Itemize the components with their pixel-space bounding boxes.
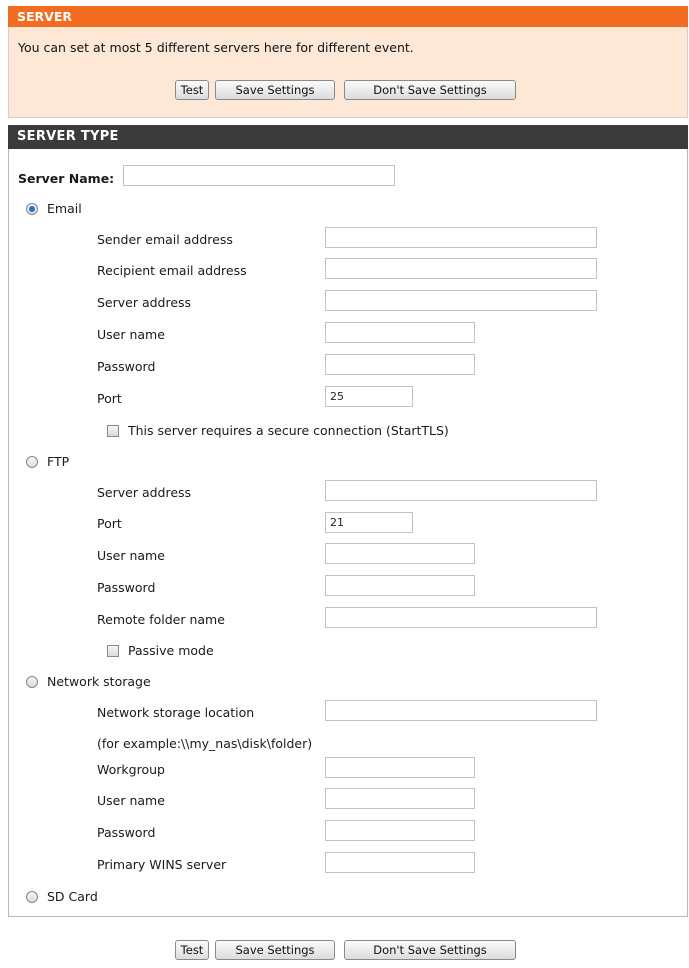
server-name-label: Server Name: — [18, 171, 115, 186]
email-password-label: Password — [97, 359, 156, 374]
email-port-label: Port — [97, 391, 122, 406]
ftp-label: FTP — [47, 454, 70, 469]
workgroup-input[interactable] — [325, 757, 475, 778]
nas-user-name-label: User name — [97, 793, 165, 808]
server-name-input[interactable] — [123, 165, 395, 186]
footer-save-settings-button[interactable]: Save Settings — [215, 940, 335, 960]
dont-save-settings-button[interactable]: Don't Save Settings — [344, 80, 516, 100]
ftp-server-address-label: Server address — [97, 485, 192, 500]
server-type-section-title: SERVER TYPE — [8, 125, 688, 149]
ftp-server-address-input[interactable] — [325, 480, 597, 501]
ftp-user-name-input[interactable] — [325, 543, 475, 564]
recipient-email-label: Recipient email address — [97, 263, 247, 278]
sd-card-label: SD Card — [47, 889, 98, 904]
ftp-port-input[interactable] — [325, 512, 413, 533]
email-label: Email — [47, 201, 82, 216]
wins-server-input[interactable] — [325, 852, 475, 873]
email-user-name-label: User name — [97, 327, 165, 342]
ftp-user-name-label: User name — [97, 548, 165, 563]
ftp-remote-folder-input[interactable] — [325, 607, 597, 628]
network-storage-location-label: Network storage location — [97, 705, 255, 720]
footer-test-button[interactable]: Test — [175, 940, 209, 960]
ftp-password-input[interactable] — [325, 575, 475, 596]
network-storage-example: (for example:\\my_nas\disk\folder) — [97, 736, 313, 751]
network-storage-radio[interactable] — [26, 676, 38, 688]
nas-password-input[interactable] — [325, 820, 475, 841]
ftp-password-label: Password — [97, 580, 156, 595]
email-server-address-input[interactable] — [325, 290, 597, 311]
sender-email-label: Sender email address — [97, 232, 233, 247]
sender-email-input[interactable] — [325, 227, 597, 248]
starttls-checkbox[interactable] — [107, 425, 119, 437]
nas-password-label: Password — [97, 825, 156, 840]
nas-user-name-input[interactable] — [325, 788, 475, 809]
email-password-input[interactable] — [325, 354, 475, 375]
passive-mode-checkbox[interactable] — [107, 645, 119, 657]
save-settings-button[interactable]: Save Settings — [215, 80, 335, 100]
sd-card-radio[interactable] — [26, 891, 38, 903]
email-user-name-input[interactable] — [325, 322, 475, 343]
network-storage-location-input[interactable] — [325, 700, 597, 721]
email-server-address-label: Server address — [97, 295, 192, 310]
ftp-port-label: Port — [97, 516, 122, 531]
server-description: You can set at most 5 different servers here for different event. — [18, 40, 414, 55]
starttls-label: This server requires a secure connection (StartTLS) — [128, 423, 449, 438]
workgroup-label: Workgroup — [97, 762, 165, 777]
passive-mode-label: Passive mode — [128, 643, 214, 658]
test-button[interactable]: Test — [175, 80, 209, 100]
wins-server-label: Primary WINS server — [97, 857, 227, 872]
email-port-input[interactable] — [325, 386, 413, 407]
ftp-remote-folder-label: Remote folder name — [97, 612, 225, 627]
recipient-email-input[interactable] — [325, 258, 597, 279]
ftp-radio[interactable] — [26, 456, 38, 468]
network-storage-label: Network storage — [47, 674, 151, 689]
footer-dont-save-settings-button[interactable]: Don't Save Settings — [344, 940, 516, 960]
email-radio[interactable] — [26, 203, 38, 215]
server-section-title: SERVER — [8, 6, 688, 27]
